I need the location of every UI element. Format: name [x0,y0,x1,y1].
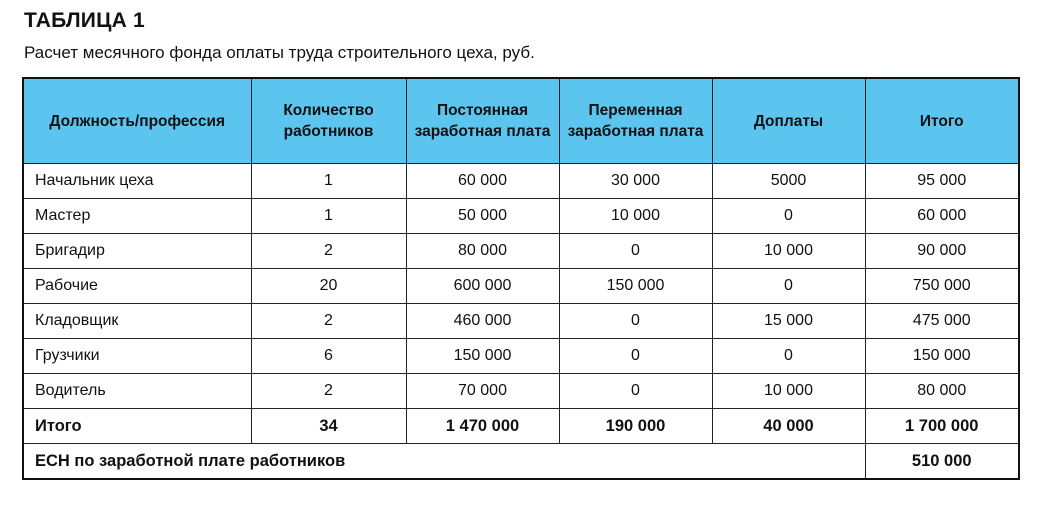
cell-count: 1 [251,199,406,234]
cell-name: Водитель [23,374,251,409]
totals-bonus: 40 000 [712,409,865,444]
cell-variable: 0 [559,304,712,339]
cell-bonus: 10 000 [712,374,865,409]
table-row [23,234,1019,269]
cell-bonus: 0 [712,199,865,234]
header-fixed: Постоянная заработная плата [406,78,559,164]
cell-count: 2 [251,304,406,339]
header-total: Итого [865,78,1019,164]
header-count: Количество работников [251,78,406,164]
totals-label: Итого [23,409,251,444]
cell-bonus: 0 [712,339,865,374]
table-row [23,339,1019,374]
totals-fixed: 1 470 000 [406,409,559,444]
cell-fixed: 70 000 [406,374,559,409]
totals-row [23,409,1019,444]
cell-name: Бригадир [23,234,251,269]
cell-name: Рабочие [23,269,251,304]
header-position: Должность/профессия [23,78,251,164]
header-row [23,78,1019,164]
cell-name: Мастер [23,199,251,234]
cell-total: 475 000 [865,304,1019,339]
totals-count: 34 [251,409,406,444]
cell-variable: 0 [559,374,712,409]
cell-total: 90 000 [865,234,1019,269]
cell-variable: 0 [559,234,712,269]
cell-variable: 150 000 [559,269,712,304]
esn-row [23,444,1019,480]
cell-bonus: 5000 [712,164,865,199]
cell-total: 80 000 [865,374,1019,409]
header-bonus: Доплаты [712,78,865,164]
cell-total: 60 000 [865,199,1019,234]
cell-fixed: 150 000 [406,339,559,374]
cell-name: Кладовщик [23,304,251,339]
cell-count: 1 [251,164,406,199]
table-row [23,374,1019,409]
cell-fixed: 460 000 [406,304,559,339]
cell-variable: 30 000 [559,164,712,199]
header-variable: Переменная заработная плата [559,78,712,164]
cell-fixed: 60 000 [406,164,559,199]
cell-total: 95 000 [865,164,1019,199]
payroll-table [22,77,1020,480]
cell-fixed: 80 000 [406,234,559,269]
table-subtitle: Расчет месячного фонда оплаты труда строительного цеха, руб. [24,43,535,62]
esn-label: ЕСН по заработной плате работников [23,444,865,480]
cell-bonus: 15 000 [712,304,865,339]
esn-value: 510 000 [865,444,1019,480]
cell-count: 2 [251,234,406,269]
cell-variable: 10 000 [559,199,712,234]
table-row [23,269,1019,304]
table-title: ТАБЛИЦА 1 [24,9,145,32]
cell-count: 6 [251,339,406,374]
cell-fixed: 600 000 [406,269,559,304]
table-row [23,164,1019,199]
cell-name: Грузчики [23,339,251,374]
cell-fixed: 50 000 [406,199,559,234]
cell-variable: 0 [559,339,712,374]
totals-variable: 190 000 [559,409,712,444]
cell-name: Начальник цеха [23,164,251,199]
cell-bonus: 0 [712,269,865,304]
table-caption [24,8,535,64]
cell-count: 2 [251,374,406,409]
table-row [23,199,1019,234]
cell-bonus: 10 000 [712,234,865,269]
cell-total: 150 000 [865,339,1019,374]
cell-total: 750 000 [865,269,1019,304]
cell-count: 20 [251,269,406,304]
table-row [23,304,1019,339]
totals-total: 1 700 000 [865,409,1019,444]
